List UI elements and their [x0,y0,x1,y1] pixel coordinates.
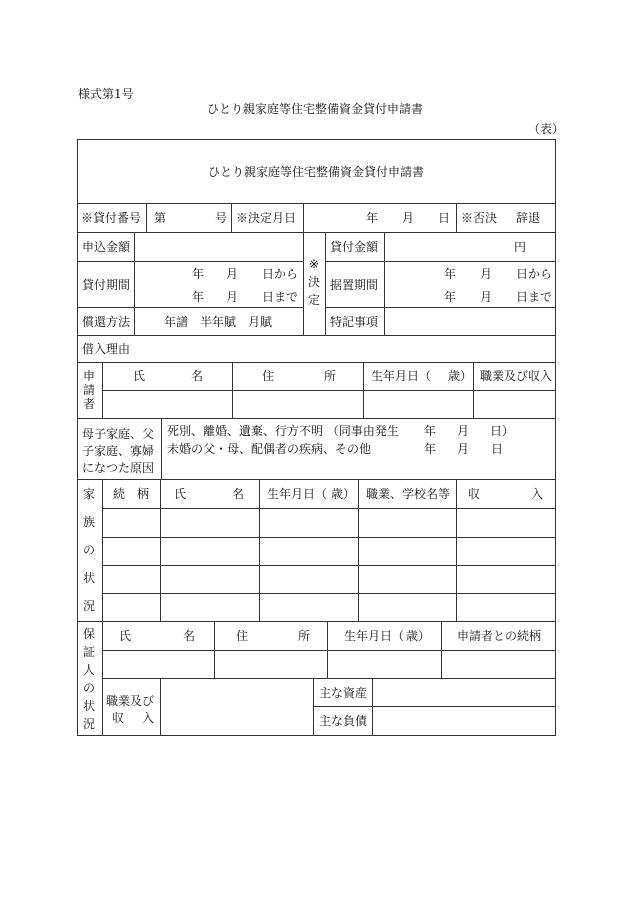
repayment-method-label: 償還方法 [82,315,131,329]
cause-label-line3: になつた原因 [82,461,155,475]
decision-date-field[interactable] [306,205,454,229]
applicant-job-field[interactable] [475,392,554,416]
loan-amount-label: 貸付金額 [330,240,379,254]
main-assets-field[interactable] [374,680,554,704]
loan-number-go: 号 [215,211,228,225]
cause-year-2: 年 [424,442,437,456]
decision-vertical-label: ※ 決 定 [307,257,320,307]
grace-period-from-year: 年 [444,267,457,281]
applicant-age-header: 歳） [448,369,473,383]
borrowing-reason-label: 借入理由 [82,342,131,356]
family-name-header-1: 氏 [174,487,187,501]
guarantor-name-header-2: 名 [183,629,196,643]
loan-number-dai: 第 [154,211,167,225]
grace-period-from-day: 日から [516,267,553,281]
loan-period-to-day: 日まで [262,290,299,304]
applicant-name-header-1: 氏 [133,369,146,383]
loan-number-field[interactable] [152,205,206,229]
applicant-job-header: 職業及び収入 [480,369,553,383]
loan-period-label: 貸付期間 [82,278,131,292]
applicant-name-field[interactable] [104,392,230,416]
grace-period-label: 据置期間 [330,278,379,292]
loan-period-to-month: 月 [226,290,239,304]
guarantor-birth-header: 生年月日（ [344,629,405,643]
grace-period-to-day: 日まで [516,290,553,304]
guarantor-job-label-line1: 職業及び [106,694,155,708]
borrowing-reason-field[interactable] [140,338,554,360]
guarantor-job-label-line2b: 入 [142,711,155,725]
withdraw-label: 辞退 [516,211,541,225]
applicant-vertical-label: 申 請 者 [82,369,95,411]
guarantor-name-header-1: 氏 [119,629,132,643]
loan-period-from-day: 日から [262,267,299,281]
applicant-address-header-1: 住 [262,369,275,383]
rejection-label: ※否決 [461,211,498,225]
decision-date-label: ※決定月日 [236,211,297,225]
special-notes-field[interactable] [386,309,554,333]
cause-label-line1: 母子家庭、父 [82,427,155,441]
guarantor-address-field[interactable] [216,652,325,676]
cause-month-1: 月 [457,424,470,438]
guarantor-relation-header: 申請者との続柄 [457,629,542,643]
page-title: ひとり親家庭等住宅整備資金貸付申請書 [207,102,424,116]
cause-year-1: 年 [424,424,437,438]
decision-day: 日 [438,211,451,225]
family-vertical-label: 家 族 の 状 況 [82,487,95,613]
guarantor-name-field[interactable] [104,652,212,676]
apply-amount-field[interactable] [136,234,301,259]
applicant-birth-header: 生年月日（ [371,369,432,383]
decision-month: 月 [402,211,415,225]
page-side-label: （表） [528,122,565,136]
applicant-address-field[interactable] [234,392,361,416]
applicant-address-header-2: 所 [324,369,337,383]
main-debts-field[interactable] [374,708,554,733]
form-box-title: ひとり親家庭等住宅整備資金貸付申請書 [208,165,425,179]
cause-label-line2: 子家庭、寡婦 [82,444,155,458]
grace-period-to-year: 年 [444,290,457,304]
repayment-options[interactable]: 年譜 半年賦 月賦 [164,315,273,329]
loan-number-label: ※貸付番号 [81,211,142,225]
guarantor-address-header-2: 所 [298,629,311,643]
grace-period-to-month: 月 [480,290,493,304]
cause-options-line1[interactable]: 死別、離婚、遺棄、行方不明 （同事由発生 [167,424,399,438]
grace-period-from-month: 月 [480,267,493,281]
guarantor-address-header-1: 住 [236,629,249,643]
family-job-header: 職業、学校名等 [366,487,451,501]
loan-amount-field[interactable] [386,234,506,259]
loan-period-from-month: 月 [226,267,239,281]
form-number: 様式第1号 [78,87,134,101]
loan-period-to-year: 年 [192,290,205,304]
guarantor-job-label-line2a: 収 [112,711,125,725]
special-notes-label: 特記事項 [330,315,379,329]
yen-unit: 円 [514,240,527,254]
family-relation-header-2: 柄 [137,487,150,501]
guarantor-job-field[interactable] [162,680,311,733]
family-row[interactable] [104,595,554,619]
family-row[interactable] [104,567,554,591]
decision-year: 年 [366,211,379,225]
main-debts-label: 主な負債 [319,714,368,728]
cause-day-1: 日） [490,424,515,438]
apply-amount-label: 申込金額 [82,240,131,254]
cause-day-2: 日 [491,442,504,456]
cause-options-line2[interactable]: 未婚の父・母、配偶者の疾病、その他 [167,442,372,456]
family-income-header-1: 収 [468,487,481,501]
guarantor-vertical-label: 保 証 人 の 状 況 [82,627,95,731]
guarantor-relation-field[interactable] [443,652,554,676]
loan-period-from-year: 年 [192,267,205,281]
family-birth-header: 生年月日（ [267,487,328,501]
family-relation-header-1: 続 [113,487,126,501]
cause-month-2: 月 [457,442,470,456]
main-assets-label: 主な資産 [319,686,368,700]
family-age-header: 歳） [331,487,356,501]
family-income-header-2: 入 [531,487,544,501]
guarantor-birth-field[interactable] [329,652,439,676]
applicant-birth-field[interactable] [365,392,471,416]
guarantor-age-header: 歳） [406,629,431,643]
family-row[interactable] [104,510,554,535]
family-name-header-2: 名 [232,487,245,501]
applicant-name-header-2: 名 [191,369,204,383]
family-row[interactable] [104,539,554,563]
